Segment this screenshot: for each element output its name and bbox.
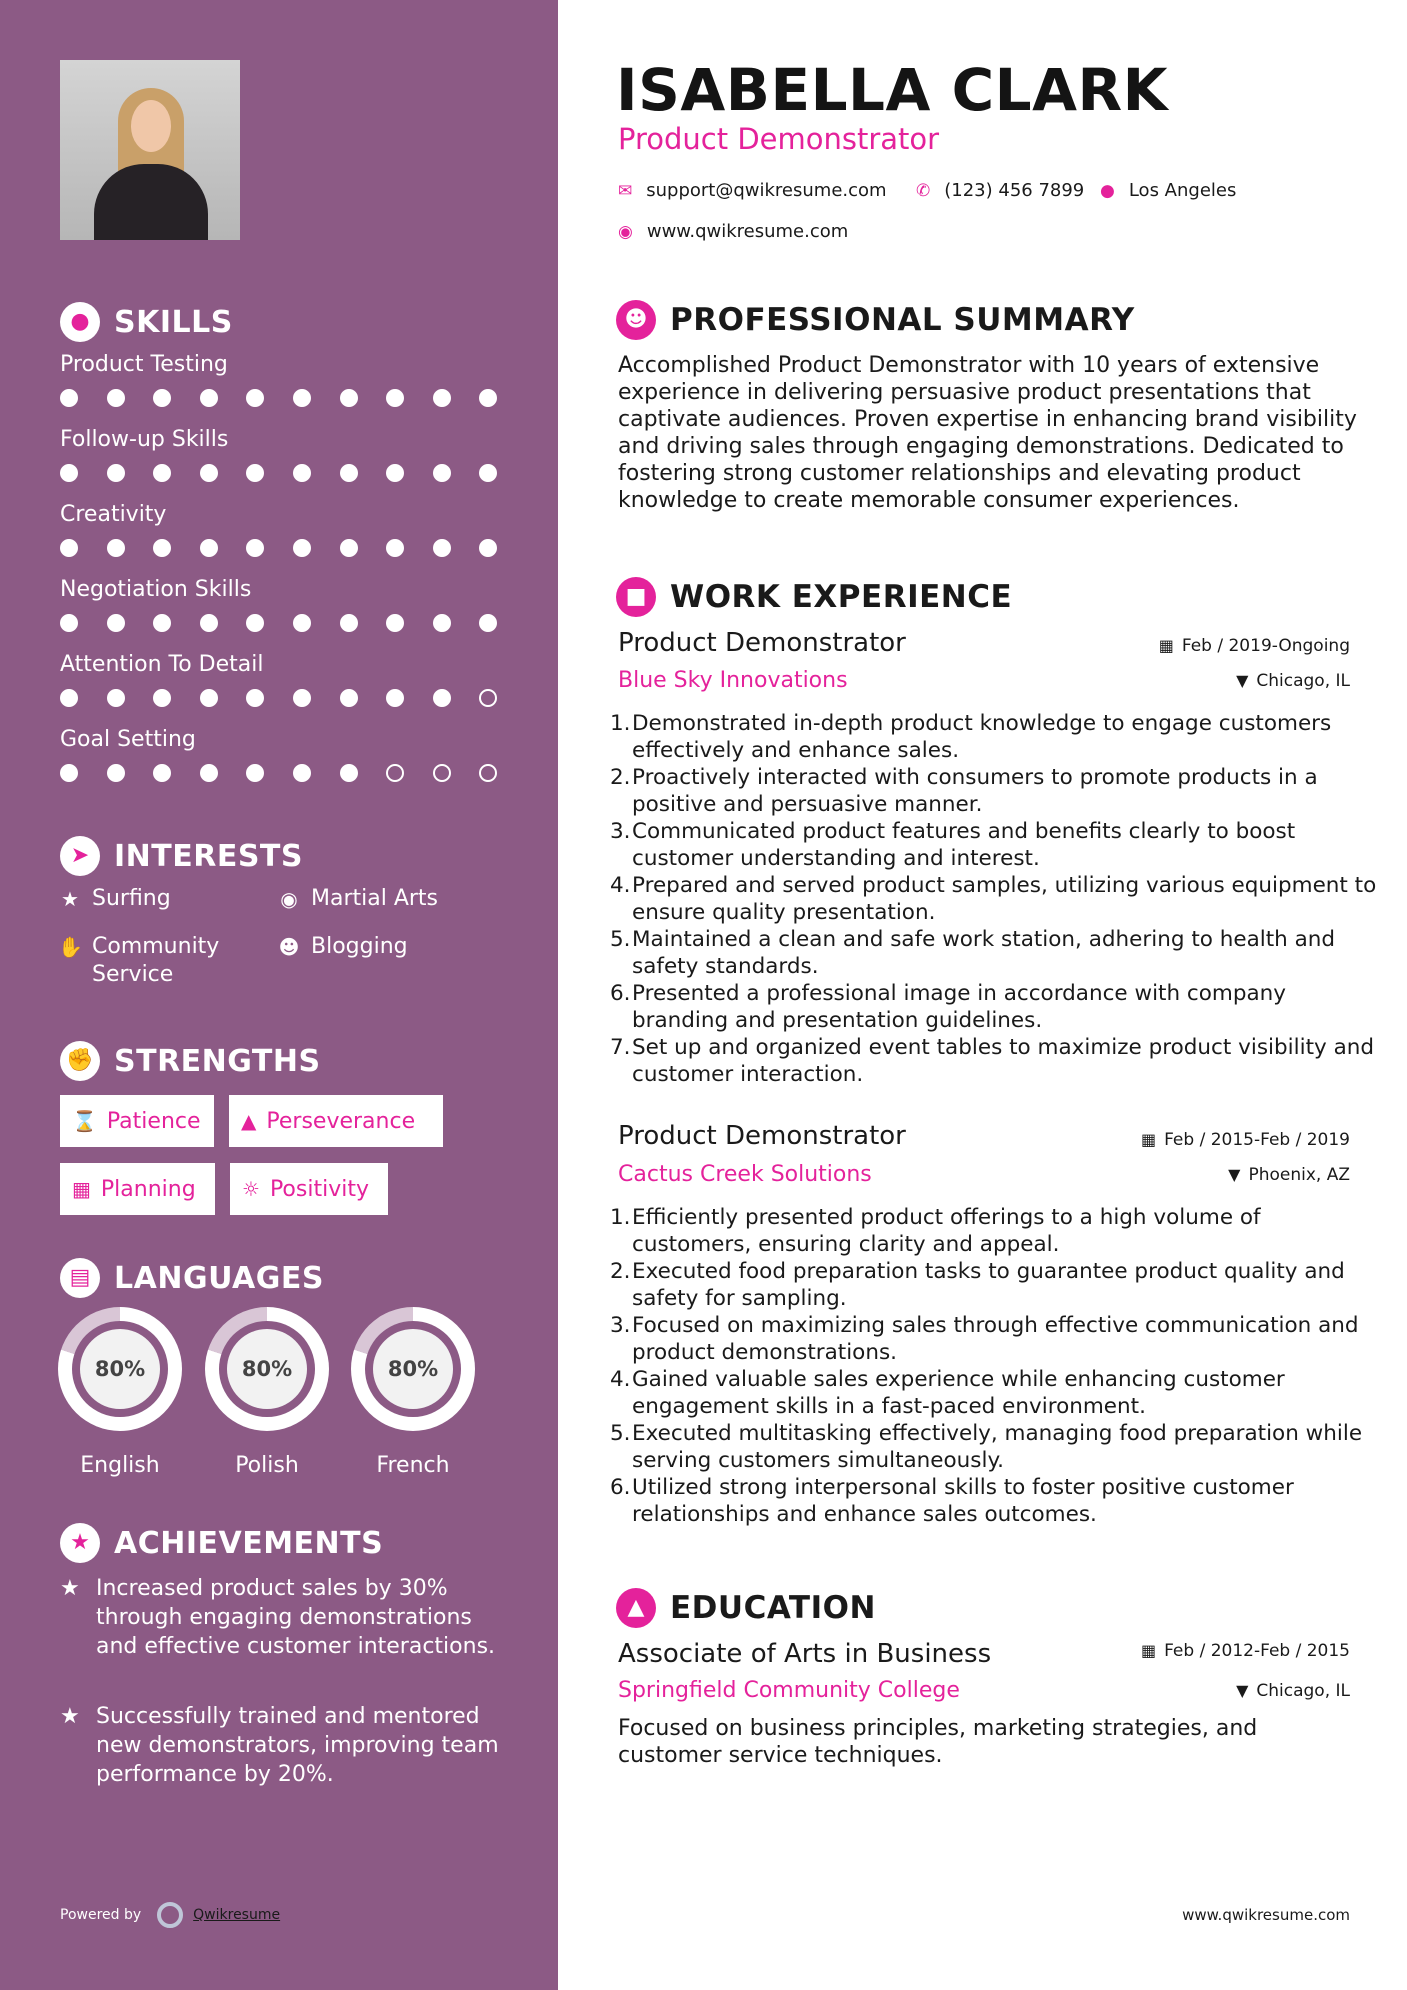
job-dates: ▦ Feb / 2019-Ongoing [1158, 636, 1350, 656]
skill-dot [479, 764, 497, 782]
qwikresume-link[interactable]: Qwikresume [193, 1907, 281, 1923]
calendar-icon: ▦ [1140, 1641, 1157, 1660]
language-icon: ▤ [60, 1258, 100, 1298]
education-dates: ▦ Feb / 2012-Feb / 2015 [1140, 1641, 1350, 1661]
qwikresume-logo-icon [157, 1902, 183, 1928]
calendar-icon: ▦ [1140, 1130, 1157, 1149]
skill-item [60, 352, 500, 409]
skill-dot [200, 389, 218, 407]
strength-tag: ▦ Planning [60, 1163, 215, 1215]
mountain-icon: ▲ [241, 1109, 257, 1133]
sun-icon: ☼ [242, 1177, 260, 1201]
skill-dot [200, 764, 218, 782]
job-company: Cactus Creek Solutions [618, 1162, 872, 1187]
skill-dot [293, 539, 311, 557]
calendar-icon: ▦ [72, 1177, 91, 1201]
skill-rating [60, 764, 500, 784]
phone-icon: ✆ [916, 180, 931, 201]
language-name: Polish [235, 1453, 299, 1478]
job-bullet: 6. Utilized strong interpersonal skills to foster positive customer relationships and enhance sales outcomes. [610, 1475, 1294, 1527]
skill-dot [60, 614, 78, 632]
lightbulb-icon: ● [60, 302, 100, 342]
contact-phone: ✆ (123) 456 7899 [916, 180, 1085, 201]
skill-dot [107, 464, 125, 482]
skill-dot [340, 539, 358, 557]
skill-dot [340, 764, 358, 782]
language-item [205, 1307, 329, 1478]
candidate-role: Product Demonstrator [618, 122, 940, 156]
skill-dot [386, 539, 404, 557]
pin-icon: ▼ [1236, 671, 1249, 690]
skill-item [60, 502, 500, 559]
language-progress-ring [58, 1307, 182, 1431]
skill-dot [293, 689, 311, 707]
language-percent: 80% [227, 1329, 307, 1409]
candidate-name: ISABELLA CLARK [616, 56, 1169, 124]
skill-dot [479, 614, 497, 632]
skill-item [60, 577, 500, 634]
skill-dot [107, 389, 125, 407]
job-location: ▼ Chicago, IL [1236, 671, 1350, 691]
skill-dot [433, 464, 451, 482]
fist-icon: ✊ [60, 1041, 100, 1081]
skill-dot [479, 464, 497, 482]
star-icon: ★ [60, 1704, 80, 1729]
star-icon: ★ [60, 1576, 80, 1601]
skill-dot [340, 614, 358, 632]
skill-dot [293, 614, 311, 632]
job-bullet: 5. Maintained a clean and safe work station, adhering to health and safety standards. [610, 927, 1336, 979]
map-pin-icon: ● [1100, 180, 1115, 201]
skill-name: Product Testing [60, 352, 228, 377]
skill-dot [386, 764, 404, 782]
skill-dot [479, 539, 497, 557]
graduation-icon: ▲ [616, 1588, 656, 1628]
skill-rating [60, 614, 500, 634]
star-icon: ★ [61, 887, 79, 911]
language-name: French [376, 1453, 450, 1478]
skill-name: Goal Setting [60, 727, 196, 752]
sidebar [0, 0, 558, 1990]
skill-dot [433, 389, 451, 407]
education-heading: ▲ EDUCATION [616, 1588, 876, 1628]
interest-item: ★ Surfing [58, 885, 171, 913]
experience-heading: ■ WORK EXPERIENCE [616, 577, 1012, 617]
skill-dot [107, 689, 125, 707]
job-company: Blue Sky Innovations [618, 668, 848, 693]
job-bullet: 3. Communicated product features and benefits clearly to boost customer understanding and interest. [610, 819, 1296, 871]
job-bullet: 4. Gained valuable sales experience while enhancing customer engagement skills in a fast-paced environment. [610, 1367, 1285, 1419]
skill-dot [200, 689, 218, 707]
strength-tag: ▲ Perseverance [229, 1095, 443, 1147]
briefcase-icon: ■ [616, 577, 656, 617]
summary-text: Accomplished Product Demonstrator with 10 years of extensive experience in delivering persuasive product presentations that captivate audiences. Proven expertise in enhancing brand visibility and driving sales through engaging demonstrations. Dedicated to fostering strong customer relationships and elevating product knowledge to create memorable consumer experiences. [618, 353, 1357, 513]
job-title: Product Demonstrator [618, 628, 906, 658]
skill-name: Follow-up Skills [60, 427, 229, 452]
globe-icon: ◉ [280, 887, 298, 911]
job-bullets [610, 710, 1378, 1088]
skill-dot [340, 389, 358, 407]
job-bullet: 4. Prepared and served product samples, utilizing various equipment to ensure quality presentation. [610, 873, 1377, 925]
footer-url[interactable]: www.qwikresume.com [1182, 1906, 1350, 1924]
achievement-item: ★ Increased product sales by 30% through engaging demonstrations and effective customer interactions. [60, 1576, 496, 1659]
skill-dot [107, 764, 125, 782]
skill-rating [60, 539, 500, 559]
education-location: ▼ Chicago, IL [1236, 1681, 1350, 1701]
hand-icon: ✋ [58, 935, 83, 959]
skill-name: Creativity [60, 502, 167, 527]
skill-dot [479, 689, 497, 707]
skill-dot [153, 539, 171, 557]
hourglass-icon: ⌛ [72, 1109, 97, 1133]
skill-dot [153, 464, 171, 482]
language-progress-ring [351, 1307, 475, 1431]
skill-rating [60, 689, 500, 709]
strength-tag: ⌛ Patience [60, 1095, 214, 1147]
profile-photo [60, 60, 240, 240]
skill-dot [246, 539, 264, 557]
skill-dot [386, 614, 404, 632]
job-title: Product Demonstrator [618, 1121, 906, 1151]
skill-dot [60, 764, 78, 782]
interest-item: ☻ Blogging [278, 934, 408, 959]
skill-dot [386, 389, 404, 407]
skill-rating [60, 464, 500, 484]
interests-heading: ➤ INTERESTS [60, 836, 303, 876]
skill-dot [293, 464, 311, 482]
globe-icon: ◉ [618, 221, 633, 242]
skills-heading: ● SKILLS [60, 302, 233, 342]
skill-dot [293, 764, 311, 782]
job-location: ▼ Phoenix, AZ [1228, 1165, 1350, 1185]
skill-dot [153, 614, 171, 632]
achievement-item: ★ Successfully trained and mentored new demonstrators, improving team performance by 20%. [60, 1704, 499, 1787]
skill-dot [246, 689, 264, 707]
skill-dot [153, 389, 171, 407]
strengths-heading: ✊ STRENGTHS [60, 1041, 321, 1081]
skill-dot [433, 614, 451, 632]
skill-dot [153, 764, 171, 782]
skill-dot [246, 389, 264, 407]
skill-dot [107, 614, 125, 632]
paper-plane-icon: ➤ [60, 836, 100, 876]
skill-dot [60, 689, 78, 707]
skill-dot [386, 464, 404, 482]
pin-icon: ▼ [1236, 1681, 1249, 1700]
job-bullet: 3. Focused on maximizing sales through effective communication and product demonstrations. [610, 1313, 1359, 1365]
languages-heading: ▤ LANGUAGES [60, 1258, 324, 1298]
skill-item [60, 727, 500, 784]
powered-by: Powered by Qwikresume [60, 1902, 280, 1928]
skill-dot [60, 389, 78, 407]
job-bullet: 2. Proactively interacted with consumers to promote products in a positive and persuasive manner. [610, 765, 1318, 817]
skill-dot [200, 539, 218, 557]
skill-dot [246, 614, 264, 632]
education-description: Focused on business principles, marketing strategies, and customer service techniques. [618, 1716, 1258, 1768]
skill-name: Negotiation Skills [60, 577, 252, 602]
skill-dot [246, 464, 264, 482]
calendar-icon: ▦ [1158, 636, 1174, 655]
education-school: Springfield Community College [618, 1678, 960, 1703]
contact-website[interactable]: ◉ www.qwikresume.com [618, 221, 849, 242]
skill-dot [479, 389, 497, 407]
achievements-heading: ★ ACHIEVEMENTS [60, 1523, 383, 1563]
envelope-icon: ✉ [618, 180, 633, 201]
interest-item: ✋ Community Service [58, 934, 220, 987]
skill-dot [386, 689, 404, 707]
job-bullet: 1. Efficiently presented product offerings to a high volume of customers, ensuring clarity and appeal. [610, 1205, 1261, 1257]
language-name: English [80, 1453, 160, 1478]
job-bullets [610, 1204, 1378, 1528]
job-bullet: 6. Presented a professional image in accordance with company branding and presentation guidelines. [610, 981, 1287, 1033]
summary-heading: ☻ PROFESSIONAL SUMMARY [616, 300, 1135, 340]
language-percent: 80% [373, 1329, 453, 1409]
job-bullet: 2. Executed food preparation tasks to guarantee product quality and safety for sampling. [610, 1259, 1345, 1311]
skill-dot [107, 539, 125, 557]
skill-dot [433, 539, 451, 557]
skill-dot [153, 689, 171, 707]
users-icon: ☻ [278, 935, 300, 959]
skill-dot [246, 764, 264, 782]
skill-rating [60, 389, 500, 409]
skill-dot [200, 614, 218, 632]
language-item [351, 1307, 475, 1478]
award-star-icon: ★ [60, 1523, 100, 1563]
skill-dot [60, 539, 78, 557]
education-degree: Associate of Arts in Business [618, 1639, 992, 1669]
skill-item [60, 427, 500, 484]
skill-name: Attention To Detail [60, 652, 264, 677]
skill-dot [293, 389, 311, 407]
skill-dot [340, 689, 358, 707]
skill-dot [433, 689, 451, 707]
interest-item: ◉ Martial Arts [277, 885, 438, 913]
job-bullet: 1. Demonstrated in-depth product knowledge to engage customers effectively and enhance sales. [610, 711, 1332, 763]
job-bullet: 5. Executed multitasking effectively, managing food preparation while serving customers simultaneously. [610, 1421, 1363, 1473]
skill-dot [60, 464, 78, 482]
contact-location: ● Los Angeles [1100, 180, 1237, 201]
strength-tag: ☼ Positivity [230, 1163, 388, 1215]
contact-email[interactable]: ✉ support@qwikresume.com [618, 180, 887, 201]
skill-dot [433, 764, 451, 782]
user-icon: ☻ [616, 300, 656, 340]
language-item [58, 1307, 182, 1478]
job-bullet: 7. Set up and organized event tables to maximize product visibility and customer interaction. [610, 1035, 1375, 1087]
job-dates: ▦ Feb / 2015-Feb / 2019 [1140, 1130, 1350, 1150]
skill-dot [200, 464, 218, 482]
main-content [558, 0, 1407, 1990]
language-progress-ring [205, 1307, 329, 1431]
skill-dot [340, 464, 358, 482]
pin-icon: ▼ [1228, 1165, 1241, 1184]
language-percent: 80% [80, 1329, 160, 1409]
skill-item [60, 652, 500, 709]
